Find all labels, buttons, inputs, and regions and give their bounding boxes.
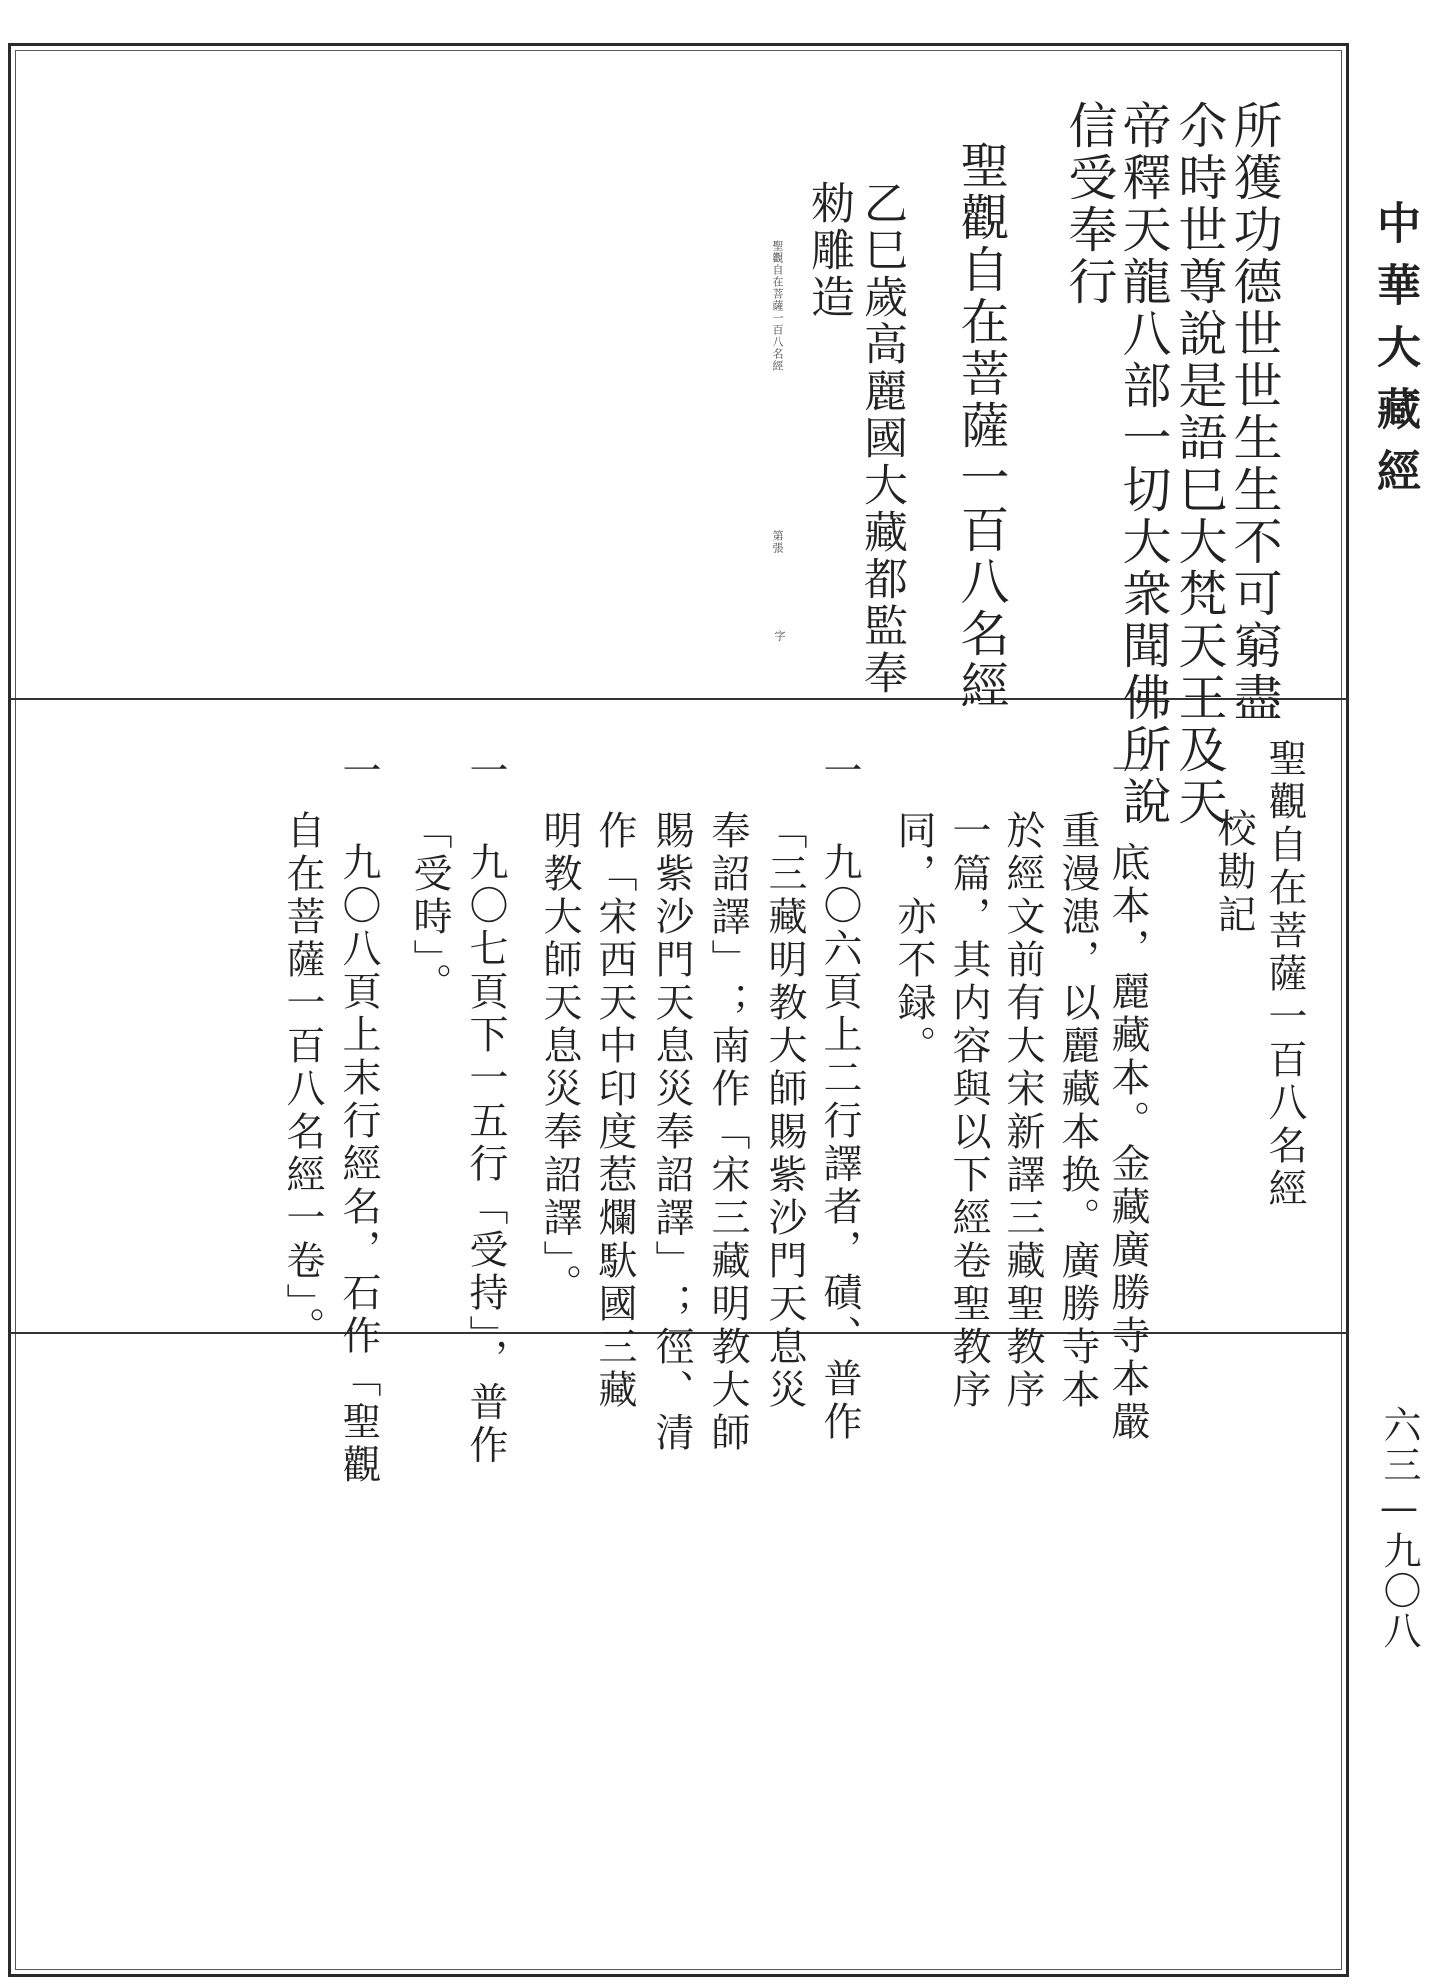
- collection-title: 中華大藏經: [1369, 200, 1420, 510]
- note-line-11: 明教大師天息災奉詔譯」。: [537, 810, 582, 1307]
- scripture-line-2: 尒時世尊說是語巳大梵天王及天: [1171, 100, 1228, 828]
- sutra-title: 聖觀自在菩薩一百八名經: [953, 140, 1010, 712]
- scripture-line-3: 帝釋天龍八部一切大衆聞佛所說: [1115, 100, 1172, 828]
- note-line-15: 自在菩薩一百八名經一卷」。: [280, 810, 325, 1350]
- note-line-2: 重漫漶，以麗藏本换。廣勝寺本: [1055, 810, 1100, 1412]
- colophon-line-2: 勑雕造: [803, 180, 854, 321]
- note-line-8: 奉詔譯」；南作「宋三藏明教大師: [705, 810, 750, 1455]
- note-line-13: 「受時」。: [407, 810, 452, 1006]
- note-line-1: 一 底本，麗藏本。金藏廣勝寺本嚴: [1105, 750, 1150, 1444]
- colophon-line-1: 乙巳歲高麗國大藏都監奉: [856, 180, 907, 697]
- notes-subtitle: 校勘記: [1211, 808, 1256, 937]
- page-number: 六三—九〇八: [1377, 1405, 1421, 1651]
- seal-mark-2: 字: [773, 630, 786, 642]
- note-line-3: 於經文前有大宋新譯三藏聖教序: [1000, 810, 1045, 1412]
- note-line-9: 賜紫沙門天息災奉詔譯」；徑、清: [649, 810, 694, 1455]
- note-line-7: 「三藏明教大師賜紫沙門天息災: [762, 810, 807, 1412]
- note-line-4: 一篇，其内容與以下經卷聖教序: [946, 810, 991, 1412]
- note-line-6: 一 九〇六頁上二行譯者，磧、普作: [817, 750, 862, 1444]
- note-line-14: 一 九〇八頁上末行經名，石作「聖觀: [336, 750, 381, 1487]
- note-line-5: 同，亦不録。: [891, 810, 936, 1068]
- scripture-line-1: 所獲功德世世生生不可窮盡: [1226, 100, 1283, 724]
- seal-mark-1: 第張: [771, 530, 784, 554]
- seal-text: 聖觀自在菩薩一百八名經: [771, 240, 784, 372]
- scripture-line-4: 信受奉行: [1061, 100, 1118, 308]
- note-line-12: 一 九〇七頁下一五行「受持」，普作: [463, 750, 508, 1468]
- note-line-10: 作「宋西天中印度惹爛馱國三藏: [592, 810, 637, 1412]
- notes-title: 聖觀自在菩薩一百八名經: [1262, 738, 1307, 1211]
